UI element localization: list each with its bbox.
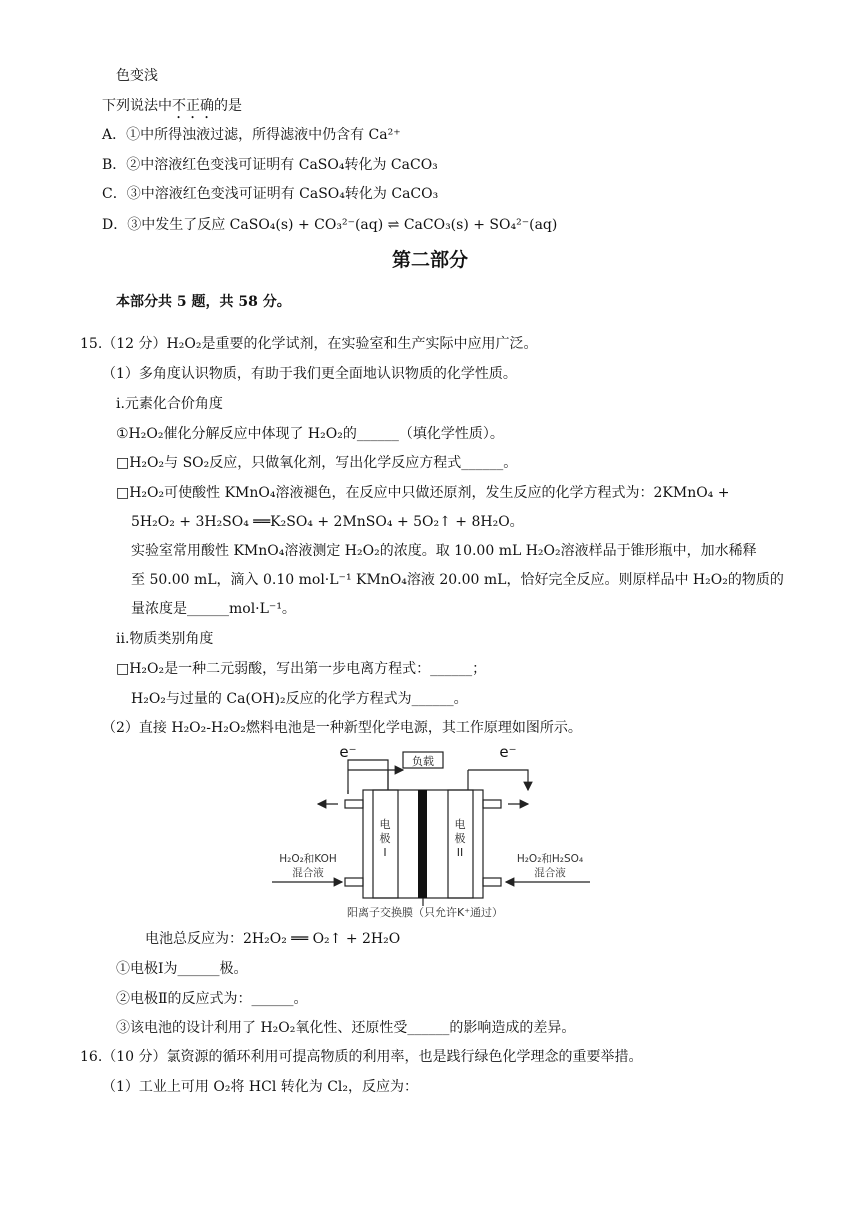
q15-sub2: ②电极Ⅱ的反应式为：______。 [116,991,308,1007]
electrode-one-numeral: I [383,846,387,859]
left-feed-label: H₂O₂和KOH [279,853,337,865]
question-emphasis: 不正确 [172,98,214,114]
intro-tail: 色变浅 [116,68,158,84]
q15-i-item3-line5: 量浓度是______mol·L⁻¹。 [131,601,296,617]
q16-part1: （1）工业上可用 O₂将 HCl 转化为 Cl₂，反应为： [102,1079,418,1095]
right-outlet-top [483,800,501,808]
q15-stem: 15.（12 分）H₂O₂是重要的化学试剂，在实验室和生产实际中应用广泛。 [80,336,538,352]
electron-label-left: e⁻ [339,743,357,761]
question-suffix: 的是 [214,98,242,114]
q16-stem: 16.（10 分）氯资源的循环利用可提高物质的利用率，也是践行绿色化学理念的重要举措。 [80,1049,643,1065]
question-line [102,96,242,122]
option-d: D．③中发生了反应 CaSO₄(s) + CO₃²⁻(aq) ⇌ CaCO₃(s) + SO₄²⁻(aq) [102,217,558,233]
right-feed-sublabel: 混合液 [534,867,566,879]
part-two-note: 本部分共 5 题，共 58 分。 [116,294,291,310]
q15-part2: （2）直接 H₂O₂-H₂O₂燃料电池是一种新型化学电源，其工作原理如图所示。 [102,720,582,736]
option-a: A．①中所得浊液过滤，所得滤液中仍含有 Ca²⁺ [102,127,401,143]
q15-i-item3-line3: 实验室常用酸性 KMnO₄溶液测定 H₂O₂的浓度。取 10.00 mL H₂O₂溶液样品于锥形瓶中，加水稀释 [131,543,757,559]
q15-i-item3-line1: □H₂O₂可使酸性 KMnO₄溶液褪色，在反应中只做还原剂，发生反应的化学方程式为：2KMnO₄ + [116,485,730,501]
q15-i-item3-line2: 5H₂O₂ + 3H₂SO₄ ══K₂SO₄ + 2MnSO₄ + 5O₂↑ + 8H₂O。 [131,514,524,530]
q15-ii-heading: ii.物质类别角度 [116,631,214,647]
electron-label-right: e⁻ [499,743,517,761]
left-inlet [345,878,363,886]
q15-sub3: ③该电池的设计利用了 H₂O₂氧化性、还原性受______的影响造成的差异。 [116,1020,576,1036]
cation-exchange-membrane [418,790,427,898]
right-wire [468,770,528,790]
q15-sub1: ①电极Ⅰ为______极。 [116,961,248,977]
q15-i-item3-line4: 至 50.00 mL，滴入 0.10 mol·L⁻¹ KMnO₄溶液 20.00 mL，恰好完全反应。则原样品中 H₂O₂的物质的 [131,572,784,588]
option-c: C．③中溶液红色变浅可证明有 CaSO₄转化为 CaCO₃ [102,186,439,202]
left-feed-sublabel: 混合液 [292,867,324,879]
electrode-one-char2: 极 [379,832,391,845]
electrode-two-numeral: II [456,846,464,859]
left-wire [348,760,388,794]
electrode-one-char1: 电 [379,818,391,831]
question-prefix: 下列说法中 [102,98,172,114]
part-two-title: 第二部分 [391,249,468,271]
q15-part1: （1）多角度认识物质，有助于我们更全面地认识物质的化学性质。 [102,366,517,382]
fuel-cell-diagram [260,740,600,922]
q15-total-reaction: 电池总反应为：2H₂O₂ ══ O₂↑ + 2H₂O [145,931,401,947]
electrode-two-char1: 电 [454,818,466,831]
left-outlet-top [345,800,363,808]
q15-i-heading: i.元素化合价角度 [116,396,223,412]
right-feed-label: H₂O₂和H₂SO₄ [516,853,584,865]
right-inlet [483,878,501,886]
electrode-two-char2: 极 [454,832,466,845]
load-label: 负载 [412,755,434,768]
membrane-caption: 阳离子交换膜（只允许K⁺通过） [346,906,504,919]
q15-i-item2: □H₂O₂与 SO₂反应，只做氧化剂，写出化学反应方程式______。 [116,455,518,471]
q15-ii-item2: H₂O₂与过量的 Ca(OH)₂反应的化学方程式为______。 [131,691,468,707]
option-b: B．②中溶液红色变浅可证明有 CaSO₄转化为 CaCO₃ [102,157,438,173]
q15-i-item1: ①H₂O₂催化分解反应中体现了 H₂O₂的______（填化学性质）。 [116,426,504,442]
q15-ii-item1: □H₂O₂是一种二元弱酸，写出第一步电离方程式：______； [116,661,487,677]
